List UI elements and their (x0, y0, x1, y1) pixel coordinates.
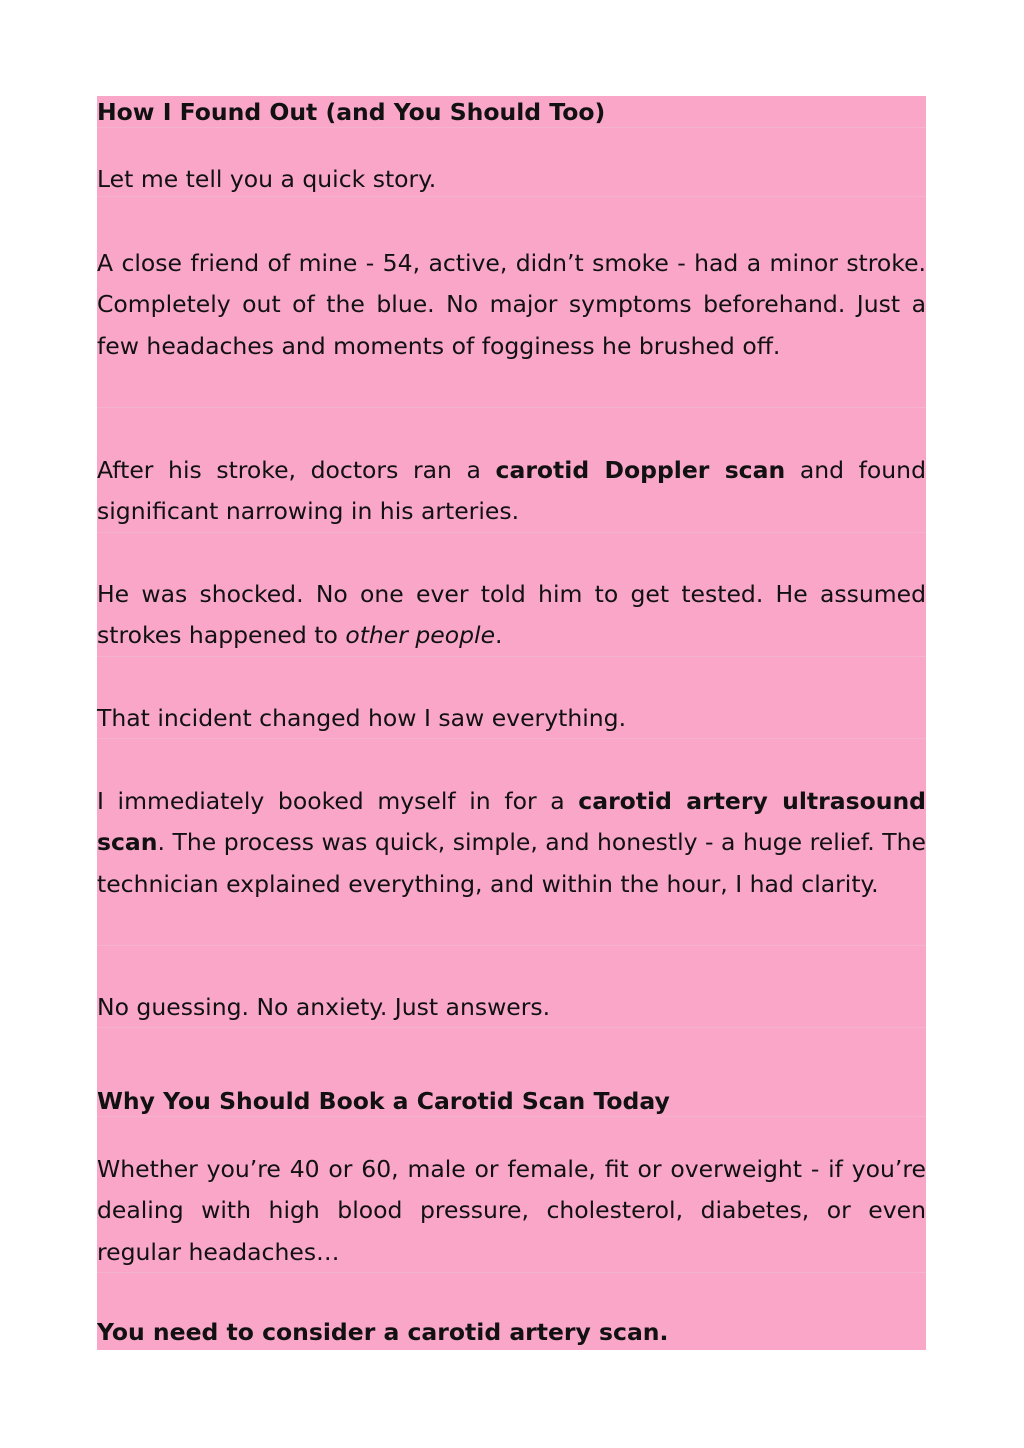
booked-paragraph (97, 781, 926, 905)
changed-paragraph: That incident changed how I saw everything. (97, 704, 627, 732)
friend-paragraph: A close friend of mine - 54, active, didn’t smoke - had a minor stroke. Completely out of the blue. No major symptoms beforehand. Just a few headaches and moments of fogginess he brushed off. (97, 249, 926, 360)
consider-statement: You need to consider a carotid artery scan. (97, 1318, 669, 1346)
diagnosis-text-end: and found significant narrowing in his arteries. (97, 456, 926, 526)
paragraph-block (97, 162, 926, 197)
paragraph-block (97, 450, 926, 533)
paragraph-block (97, 781, 926, 946)
paragraph-block (97, 698, 926, 739)
booked-text-start: I immediately booked myself in for a (97, 787, 579, 815)
diagnosis-text-start: After his stroke, doctors ran a (97, 456, 496, 484)
section-heading-why-book: Why You Should Book a Carotid Scan Today (97, 1087, 670, 1115)
whether-paragraph: Whether you’re 40 or 60, male or female, fit or overweight - if you’re dealing with high blood pressure, cholesterol, diabetes, or even regular headaches… (97, 1155, 926, 1266)
paragraph-block (97, 574, 926, 657)
shock-text-end: . (495, 621, 503, 650)
answers-paragraph: No guessing. No anxiety. Just answers. (97, 993, 551, 1021)
booked-text-end: . The process was quick, simple, and honestly - a huge relief. The technician explained everything, and within the hour, I had clarity. (97, 828, 926, 898)
carotid-doppler-scan-emphasis: carotid Doppler scan (495, 456, 786, 484)
diagnosis-paragraph (97, 450, 926, 533)
section-heading-how-i-found-out: How I Found Out (and You Should Too) (97, 98, 606, 126)
paragraph-block (97, 243, 926, 408)
shock-paragraph (97, 574, 926, 657)
section-heading-block (97, 96, 926, 128)
section-heading-block (97, 1085, 926, 1117)
shock-text-start: He was shocked. No one ever told him to get tested. He assumed strokes happened to (97, 580, 926, 650)
carotid-artery-ultrasound-emphasis: carotid artery ultrasound scan (97, 787, 926, 857)
paragraph-block (97, 1149, 926, 1273)
story-intro-paragraph: Let me tell you a quick story. (97, 165, 437, 193)
article-highlight (97, 96, 926, 1350)
paragraph-block (97, 1315, 926, 1350)
paragraph-block (97, 987, 926, 1028)
other-people-emphasis: other people (345, 621, 496, 650)
